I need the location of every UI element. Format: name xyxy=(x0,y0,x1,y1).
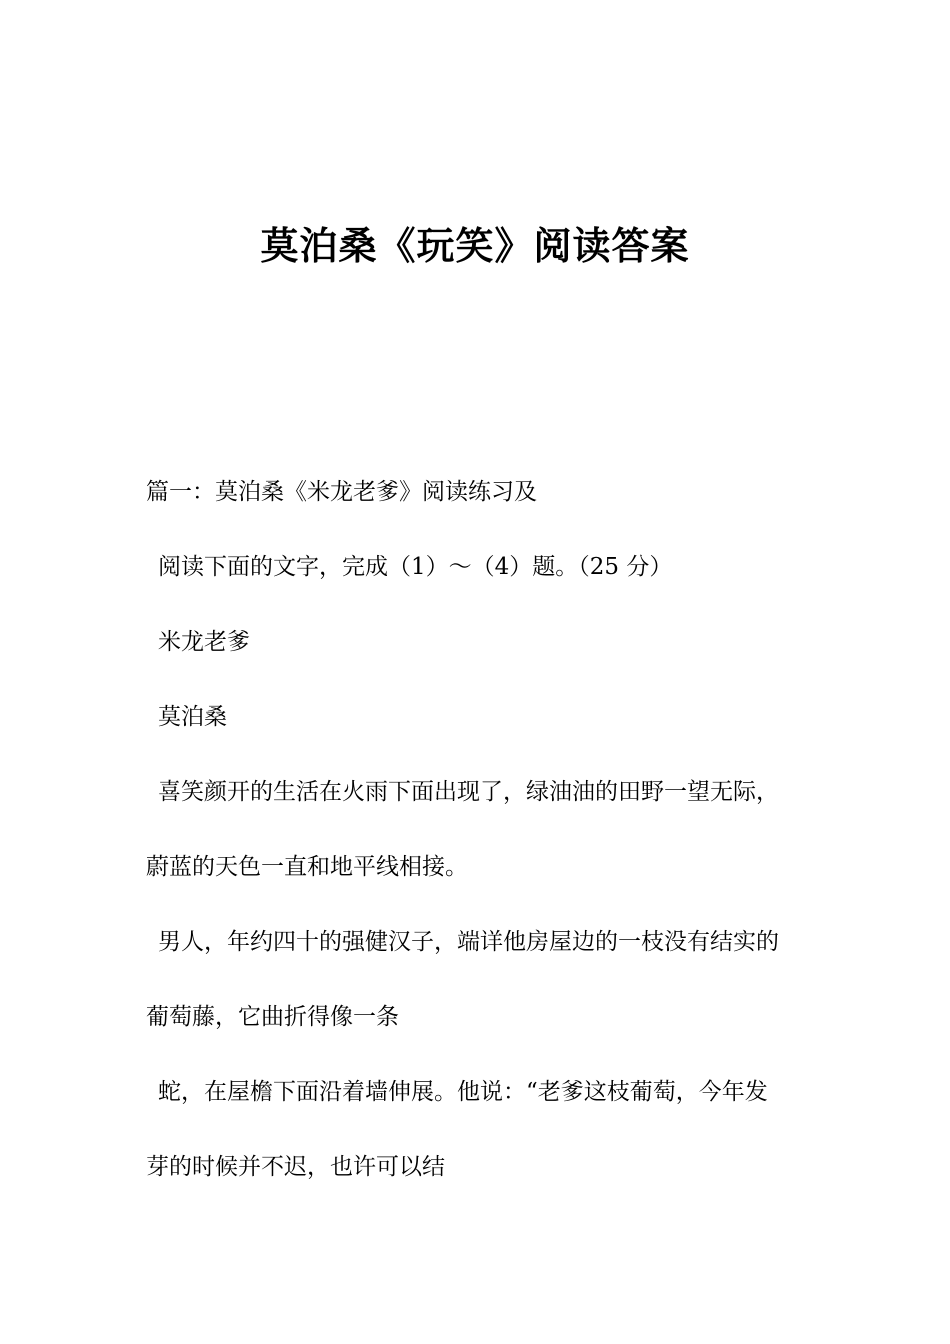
paragraph-line: 葡萄藤，它曲折得像一条 xyxy=(146,1004,399,1030)
paragraph-line: 蔚蓝的天色一直和地平线相接。 xyxy=(146,854,468,880)
document-body xyxy=(146,455,826,1205)
paragraph-line: 蛇，在屋檐下面沿着墙伸展。他说：“老爹这枝葡萄，今年发 xyxy=(158,1079,768,1105)
document-title: 莫泊桑《玩笑》阅读答案 xyxy=(260,224,690,268)
paragraph-line: 喜笑颜开的生活在火雨下面出现了，绿油油的田野一望无际， xyxy=(158,779,779,805)
instruction-line: 阅读下面的文字，完成（1）～（4）题。（25 分） xyxy=(158,554,673,580)
story-title: 米龙老爹 xyxy=(158,629,250,655)
paragraph-line: 男人，年约四十的强健汉子，端详他房屋边的一枝没有结实的 xyxy=(158,929,779,955)
story-author: 莫泊桑 xyxy=(158,704,227,730)
section-heading: 篇一：莫泊桑《米龙老爹》阅读练习及 xyxy=(146,479,537,505)
paragraph-line: 芽的时候并不迟，也许可以结 xyxy=(146,1154,445,1180)
